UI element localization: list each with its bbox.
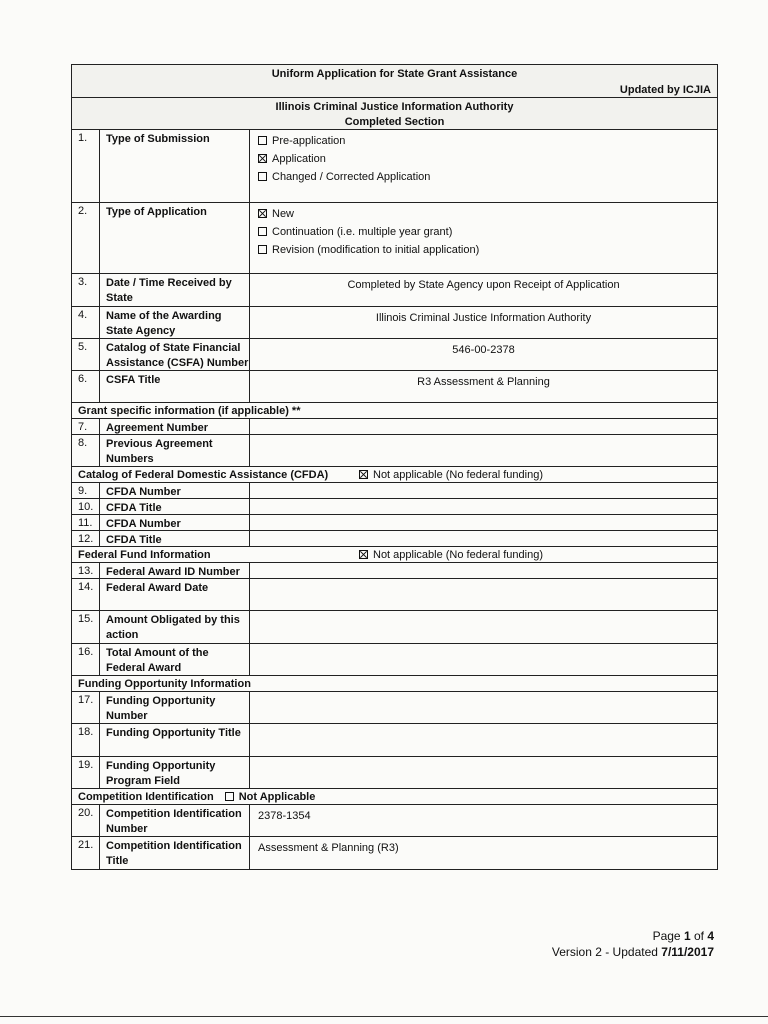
row-label: Federal Award Date [100,579,250,610]
row-label: Date / Time Received by State [100,274,250,306]
row-number: 20. [72,805,100,836]
agency-name: Illinois Criminal Justice Information Authority [275,101,514,113]
cfda-not-applicable[interactable]: Not applicable (No federal funding) [359,468,543,483]
row-csfa-title [72,371,717,403]
section-grant-specific: Grant specific information (if applicable) ** [72,403,717,419]
row-competition-title [72,837,717,869]
row-number: 5. [72,339,100,370]
row-number: 12. [72,531,100,546]
form-header [72,65,717,98]
federal-not-applicable[interactable]: Not applicable (No federal funding) [359,548,543,563]
row-number: 19. [72,757,100,788]
row-previous-agreement [72,435,717,467]
row-number: 15. [72,611,100,643]
row-value[interactable] [250,515,717,530]
row-date-received [72,274,717,307]
section-competition: Competition Identification Not Applicable [72,789,717,805]
row-label: Funding Opportunity Number [100,692,250,723]
row-label: CSFA Title [100,371,250,402]
row-type-of-application [72,203,717,274]
option-new[interactable]: New [258,205,717,223]
row-value[interactable]: Illinois Criminal Justice Information Authority [375,312,592,324]
row-number: 21. [72,837,100,869]
row-value[interactable] [250,724,717,756]
checkbox-icon[interactable] [258,172,267,181]
submission-options [250,130,717,202]
row-cfda-title-2 [72,531,717,547]
row-value[interactable]: 546-00-2378 [452,344,515,356]
option-changed-corrected[interactable]: Changed / Corrected Application [258,168,717,186]
row-federal-award-id [72,563,717,579]
row-agreement-number [72,419,717,435]
option-continuation[interactable]: Continuation (i.e. multiple year grant) [258,223,717,241]
row-competition-number [72,805,717,837]
checkbox-icon[interactable] [258,245,267,254]
row-label: Funding Opportunity Program Field [100,757,250,788]
option-application[interactable]: Application [258,150,717,168]
form-title: Uniform Application for State Grant Assistance [271,68,518,80]
row-label: Catalog of State Financial Assistance (CSFA) Number [100,339,250,370]
row-label: Federal Award ID Number [100,563,250,578]
row-value[interactable] [250,579,717,610]
row-value[interactable] [250,435,717,466]
row-label: CFDA Title [100,499,250,514]
checkbox-checked-icon[interactable] [258,209,267,218]
row-value[interactable] [250,563,717,578]
row-funding-opportunity-number [72,692,717,724]
row-value[interactable]: R3 Assessment & Planning [417,376,550,388]
page-bottom-rule [0,1016,768,1017]
row-value[interactable]: Assessment & Planning (R3) [258,842,399,854]
row-label: Type of Application [100,203,250,273]
row-label: Competition Identification Number [100,805,250,836]
page-footer [552,928,714,960]
row-federal-award-date [72,579,717,611]
option-pre-application[interactable]: Pre-application [258,132,717,150]
option-revision[interactable]: Revision (modification to initial application) [258,241,717,259]
grant-application-form [71,64,718,870]
row-total-amount [72,644,717,676]
row-cfda-number [72,483,717,499]
row-number: 1. [72,130,100,202]
row-number: 4. [72,307,100,338]
row-funding-opportunity-title [72,724,717,757]
row-csfa-number [72,339,717,371]
page-indicator: Page 1 of 4 [652,929,714,943]
checkbox-checked-icon[interactable] [359,470,368,479]
row-value[interactable]: Completed by State Agency upon Receipt of Application [347,279,620,291]
row-value[interactable] [250,644,717,675]
row-value[interactable] [250,692,717,723]
row-number: 8. [72,435,100,466]
checkbox-icon[interactable] [225,792,234,801]
row-number: 7. [72,419,100,434]
row-number: 17. [72,692,100,723]
section-cfda: Catalog of Federal Domestic Assistance (CFDA) Not applicable (No federal funding) [72,467,717,483]
row-type-of-submission [72,130,717,203]
row-number: 9. [72,483,100,498]
row-label: CFDA Number [100,515,250,530]
row-label: Name of the Awarding State Agency [100,307,250,338]
row-value[interactable] [250,531,717,546]
row-label: Funding Opportunity Title [100,724,250,756]
row-number: 14. [72,579,100,610]
row-amount-obligated [72,611,717,644]
row-value[interactable] [250,757,717,788]
row-label: CFDA Title [100,531,250,546]
row-label: Previous Agreement Numbers [100,435,250,466]
checkbox-icon[interactable] [258,227,267,236]
row-number: 16. [72,644,100,675]
row-value[interactable] [250,419,717,434]
updated-by: Updated by ICJIA [619,84,711,96]
row-label: CFDA Number [100,483,250,498]
competition-not-applicable[interactable]: Not Applicable [225,791,316,803]
agency-header [72,98,717,130]
row-value[interactable] [250,483,717,498]
section-funding-opportunity: Funding Opportunity Information [72,676,717,692]
row-value[interactable]: 2378-1354 [258,810,311,822]
checkbox-icon[interactable] [258,136,267,145]
row-label: Agreement Number [100,419,250,434]
row-label: Total Amount of the Federal Award [100,644,250,675]
row-number: 3. [72,274,100,306]
row-value[interactable] [250,499,717,514]
row-funding-opportunity-program [72,757,717,789]
row-cfda-title [72,499,717,515]
row-number: 13. [72,563,100,578]
row-number: 2. [72,203,100,273]
row-label: Type of Submission [100,130,250,202]
row-number: 18. [72,724,100,756]
row-number: 6. [72,371,100,402]
row-label: Competition Identification Title [100,837,250,869]
row-number: 11. [72,515,100,530]
version-info: Version 2 - Updated 7/11/2017 [551,945,714,959]
section-federal-fund: Federal Fund Information Not applicable (No federal funding) [72,547,717,563]
checkbox-checked-icon[interactable] [359,550,368,559]
row-value[interactable] [250,611,717,643]
checkbox-checked-icon[interactable] [258,154,267,163]
application-options [250,203,717,273]
row-number: 10. [72,499,100,514]
completed-section-label: Completed Section [344,116,445,128]
row-cfda-number-2 [72,515,717,531]
row-awarding-agency [72,307,717,339]
row-label: Amount Obligated by this action [100,611,250,643]
